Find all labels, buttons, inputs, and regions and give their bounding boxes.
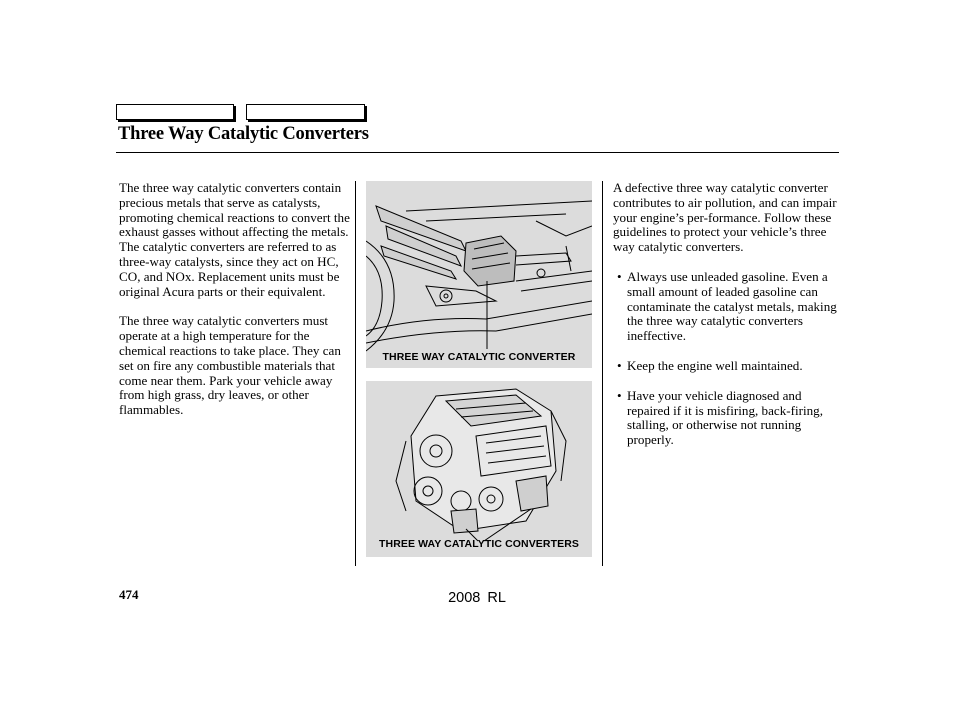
right-intro-paragraph: A defective three way catalytic converter contributes to air pollution, and can impair your engine’s per-formance. Follow these guidelines to protect your vehicle’s three way catalytic converters. <box>613 180 837 255</box>
right-column <box>613 181 841 463</box>
left-paragraph-1: The three way catalytic converters contain precious metals that serve as catalysts, promoting chemical reactions to convert the exhaust gasses without affecting the metals. The catalytic converters are referred to as three-way catalysts, since they act on HC, CO, and NOx. Replacement units must be original Acura parts or their equivalent. <box>119 180 350 299</box>
page-title: Three Way Catalytic Converters <box>118 124 369 144</box>
footer-model-name: 2008 RL <box>448 590 506 606</box>
engine-figure <box>366 381 592 557</box>
bullet-icon: • <box>617 387 622 403</box>
page-number: 474 <box>119 587 139 602</box>
left-column <box>119 181 351 433</box>
engine-caption: THREE WAY CATALYTIC CONVERTERS <box>379 538 579 550</box>
underbody-caption: THREE WAY CATALYTIC CONVERTER <box>382 351 576 363</box>
list-item <box>613 270 841 344</box>
bullet-text: Keep the engine well maintained. <box>627 357 803 373</box>
bullet-text: Always use unleaded gasoline. Even a small amount of leaded gasoline can contaminate the catalyst metals, making the three way catalytic converters ineffective. <box>627 268 837 344</box>
underbody-illustration <box>366 181 592 368</box>
bullet-icon: • <box>617 268 622 284</box>
list-item <box>613 389 841 448</box>
engine-illustration <box>366 381 592 557</box>
column-divider-right <box>602 181 603 566</box>
column-divider-left <box>355 181 356 566</box>
title-divider <box>116 152 839 153</box>
bullet-text: Have your vehicle diagnosed and repaired if it is misfiring, back-firing, stalling, or otherwise not running properly. <box>627 387 823 448</box>
bullet-icon: • <box>617 357 622 373</box>
guidelines-list <box>613 270 841 448</box>
nav-button-2[interactable] <box>246 104 365 120</box>
nav-button-1[interactable] <box>116 104 234 120</box>
underbody-figure <box>366 181 592 368</box>
list-item <box>613 359 841 374</box>
left-paragraph-2: The three way catalytic converters must operate at a high temperature for the chemical reactions to take place. They can set on fire any combustible materials that come near them. Park your vehicle away from high grass, dry leaves, or other flammables. <box>119 313 341 418</box>
